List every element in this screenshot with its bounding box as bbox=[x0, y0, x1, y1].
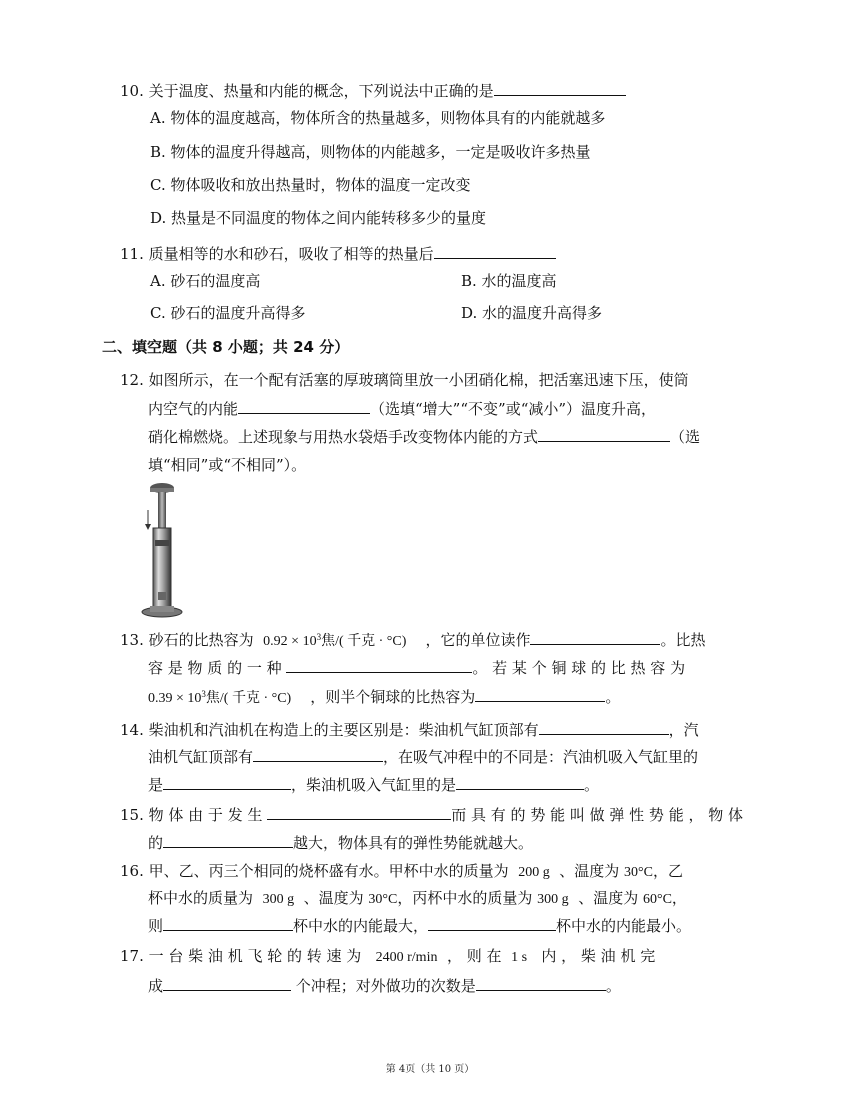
question-17-line-1: 17. 一 台 柴 油 机 飞 轮 的 转 速 为 2400 r/min ， 则 在 1 s 内 ， 柴 油 机 完 bbox=[120, 947, 656, 965]
question-14-line-1: 14. 柴油机和汽油机在构造上的主要区别是：柴油机气缸顶部有 ，汽 bbox=[120, 721, 699, 739]
question-14-line-3: 是 ，柴油机吸入气缸里的是 。 bbox=[148, 776, 600, 794]
question-12-line-4: 填“相同”或“不相同”）。 bbox=[148, 456, 307, 474]
option-11-b: B. 水的温度高 bbox=[461, 272, 557, 290]
answer-blank[interactable] bbox=[530, 629, 660, 645]
answer-blank[interactable] bbox=[434, 243, 556, 259]
question-12-line-2: 内空气的内能 （选填“增大”“不变”或“减小”）温度升高， bbox=[148, 400, 657, 418]
option-10-b: B. 物体的温度升得越高，则物体的内能越多，一定是吸收许多热量 bbox=[150, 143, 591, 161]
section-heading: 二、填空题（共 8 小题；共 24 分） bbox=[102, 338, 350, 356]
question-15-line-1: 15. 物 体 由 于 发 生 而 具 有 的 势 能 叫 做 弹 性 势 能 ， 物 体 bbox=[120, 806, 744, 824]
answer-blank[interactable] bbox=[456, 774, 584, 790]
option-10-a: A. 物体的温度越高，物体所含的热量越多，则物体具有的内能就越多 bbox=[150, 109, 606, 127]
option-11-d: D. 水的温度升高得多 bbox=[461, 304, 603, 322]
question-17-line-2: 成 个冲程；对外做功的次数是 。 bbox=[148, 977, 621, 995]
answer-blank[interactable] bbox=[163, 975, 291, 991]
question-16-line-2: 杯中水的质量为 300 g 、温度为 30°C，丙杯中水的质量为 300 g 、温度为 60°C， bbox=[148, 889, 687, 907]
answer-blank[interactable] bbox=[286, 657, 472, 673]
question-14-line-2: 油机气缸顶部有 ，在吸气冲程中的不同是：汽油机吸入气缸里的 bbox=[148, 748, 699, 766]
option-10-d: D. 热量是不同温度的物体之间内能转移多少的量度 bbox=[150, 209, 487, 227]
answer-blank[interactable] bbox=[428, 915, 556, 931]
question-15-line-2: 的 越大，物体具有的弹性势能就越大。 bbox=[148, 834, 534, 852]
answer-blank[interactable] bbox=[163, 774, 291, 790]
option-11-a: A. 砂石的温度高 bbox=[150, 272, 261, 290]
question-12-line-1: 12. 如图所示，在一个配有活塞的厚玻璃筒里放一小团硝化棉，把活塞迅速下压，使筒 bbox=[120, 371, 689, 389]
specific-heat-value: $0.92 \times 10^3$焦/( 千克 · °C) bbox=[263, 632, 407, 649]
piston-cylinder-figure bbox=[138, 480, 198, 620]
question-16-line-1: 16. 甲、乙、丙三个相同的烧杯盛有水。甲杯中水的质量为 200 g 、温度为 30°C，乙 bbox=[120, 862, 683, 880]
answer-blank[interactable] bbox=[163, 832, 293, 848]
answer-blank[interactable] bbox=[267, 804, 451, 820]
option-10-c: C. 物体吸收和放出热量时，物体的温度一定改变 bbox=[150, 176, 471, 194]
option-11-c: C. 砂石的温度升高得多 bbox=[150, 304, 306, 322]
question-16-line-3: 则 杯中水的内能最大， 杯中水的内能最小。 bbox=[148, 917, 692, 935]
answer-blank[interactable] bbox=[539, 719, 669, 735]
answer-blank[interactable] bbox=[476, 975, 606, 991]
question-10-stem: 10. 关于温度、热量和内能的概念，下列说法中正确的是 bbox=[120, 80, 626, 101]
question-13-line-1: 13. 砂石的比热容为 $0.92 \times 10^3$焦/( 千克 · °C) ，它的单位读作 。比热 bbox=[120, 631, 706, 649]
question-13-line-2: 容 是 物 质 的 一 种 。 若 某 个 铜 球 的 比 热 容 为 bbox=[148, 659, 686, 677]
question-12-line-3: 硝化棉燃烧。上述现象与用热水袋焐手改变物体内能的方式 （选 bbox=[148, 428, 701, 446]
question-11-stem: 11. 质量相等的水和砂石，吸收了相等的热量后 bbox=[120, 243, 556, 264]
answer-blank[interactable] bbox=[238, 398, 370, 414]
specific-heat-value: $0.39 \times 10^3$焦/( 千克 · °C) bbox=[148, 689, 292, 706]
question-13-line-3: $0.39 \times 10^3$焦/( 千克 · °C) ，则半个铜球的比热容为 。 bbox=[148, 688, 621, 706]
answer-blank[interactable] bbox=[538, 426, 670, 442]
page-footer: 第 4页（共 10 页） bbox=[385, 1064, 475, 1075]
answer-blank[interactable] bbox=[253, 746, 383, 762]
answer-blank[interactable] bbox=[475, 686, 605, 702]
answer-blank[interactable] bbox=[494, 80, 626, 96]
answer-blank[interactable] bbox=[163, 915, 293, 931]
